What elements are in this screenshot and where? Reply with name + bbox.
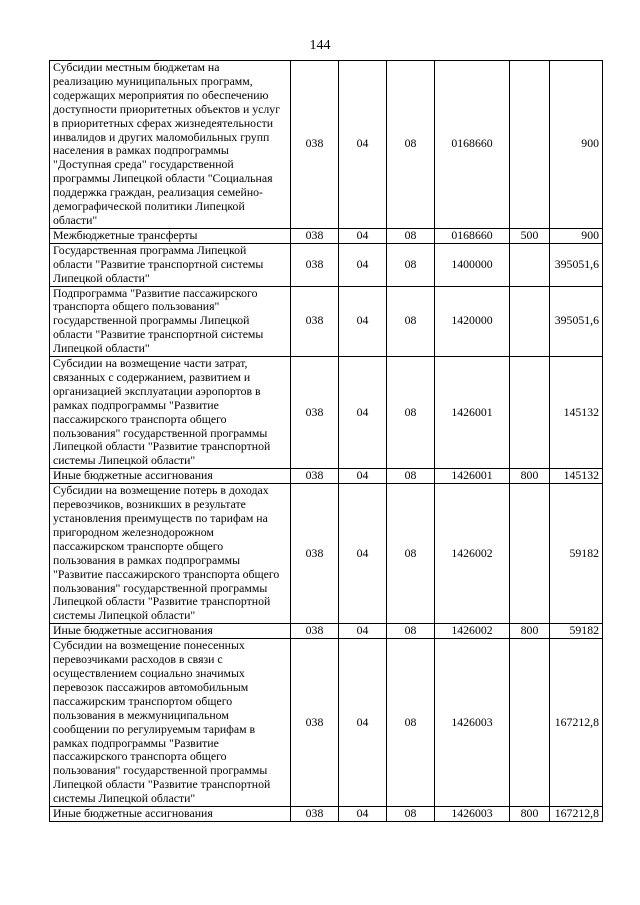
subsection-code: 08 bbox=[387, 357, 435, 469]
row-description: Субсидии на возмещение понесенных перевозчиками расходов в связи с осуществлением социально значимых перевозок пассажиров автомобильным пассажирским транспортом общего пользования в межмуниципальном сообщении по регулируемым тарифам в рамках подпрограммы "Развитие пассажирского транспорта общего пользования" государственной программы Липецкой области "Развитие транспортной системы Липецкой области" bbox=[50, 639, 291, 807]
table-row bbox=[50, 624, 603, 639]
ministry-code: 038 bbox=[291, 639, 339, 807]
expense-type-code bbox=[510, 484, 550, 624]
target-code: 1426002 bbox=[435, 484, 510, 624]
amount: 900 bbox=[550, 61, 603, 229]
table-row bbox=[50, 286, 603, 357]
table-row bbox=[50, 61, 603, 229]
section-code: 04 bbox=[339, 469, 387, 484]
row-description: Иные бюджетные ассигнования bbox=[50, 624, 291, 639]
amount: 145132 bbox=[550, 357, 603, 469]
section-code: 04 bbox=[339, 61, 387, 229]
subsection-code: 08 bbox=[387, 639, 435, 807]
expense-type-code bbox=[510, 61, 550, 229]
subsection-code: 08 bbox=[387, 807, 435, 822]
target-code: 1426001 bbox=[435, 469, 510, 484]
subsection-code: 08 bbox=[387, 228, 435, 243]
section-code: 04 bbox=[339, 624, 387, 639]
section-code: 04 bbox=[339, 807, 387, 822]
subsection-code: 08 bbox=[387, 624, 435, 639]
row-description: Иные бюджетные ассигнования bbox=[50, 807, 291, 822]
expense-type-code bbox=[510, 639, 550, 807]
section-code: 04 bbox=[339, 286, 387, 357]
row-description: Субсидии на возмещение потерь в доходах перевозчиков, возникших в результате установления преимуществ по тарифам на пригородном железнодорожном пассажирском транспорте общего пользования в рамках подпрограммы "Развитие пассажирского транспорта общего пользования" государственной программы Липецкой области "Развитие транспортной системы Липецкой области" bbox=[50, 484, 291, 624]
subsection-code: 08 bbox=[387, 61, 435, 229]
table-row bbox=[50, 228, 603, 243]
expense-type-code bbox=[510, 286, 550, 357]
table-row bbox=[50, 807, 603, 822]
expense-type-code: 500 bbox=[510, 228, 550, 243]
amount: 145132 bbox=[550, 469, 603, 484]
ministry-code: 038 bbox=[291, 807, 339, 822]
expense-type-code bbox=[510, 357, 550, 469]
target-code: 1426002 bbox=[435, 624, 510, 639]
row-description: Межбюджетные трансферты bbox=[50, 228, 291, 243]
ministry-code: 038 bbox=[291, 61, 339, 229]
expense-type-code bbox=[510, 243, 550, 286]
amount: 59182 bbox=[550, 484, 603, 624]
expense-type-code: 800 bbox=[510, 624, 550, 639]
amount: 59182 bbox=[550, 624, 603, 639]
ministry-code: 038 bbox=[291, 469, 339, 484]
table-row bbox=[50, 357, 603, 469]
table-row bbox=[50, 639, 603, 807]
subsection-code: 08 bbox=[387, 484, 435, 624]
amount: 395051,6 bbox=[550, 243, 603, 286]
table-row bbox=[50, 469, 603, 484]
row-description: Иные бюджетные ассигнования bbox=[50, 469, 291, 484]
row-description: Подпрограмма "Развитие пассажирского транспорта общего пользования" государственной программы Липецкой области "Развитие транспортной системы Липецкой области" bbox=[50, 286, 291, 357]
target-code: 1426001 bbox=[435, 357, 510, 469]
subsection-code: 08 bbox=[387, 469, 435, 484]
target-code: 1426003 bbox=[435, 639, 510, 807]
expense-type-code: 800 bbox=[510, 469, 550, 484]
section-code: 04 bbox=[339, 639, 387, 807]
page-number: 144 bbox=[309, 38, 331, 53]
subsection-code: 08 bbox=[387, 243, 435, 286]
section-code: 04 bbox=[339, 243, 387, 286]
table-row bbox=[50, 484, 603, 624]
ministry-code: 038 bbox=[291, 484, 339, 624]
target-code: 1426003 bbox=[435, 807, 510, 822]
target-code: 1420000 bbox=[435, 286, 510, 357]
amount: 167212,8 bbox=[550, 639, 603, 807]
row-description: Государственная программа Липецкой области "Развитие транспортной системы Липецкой области" bbox=[50, 243, 291, 286]
ministry-code: 038 bbox=[291, 357, 339, 469]
section-code: 04 bbox=[339, 228, 387, 243]
expense-type-code: 800 bbox=[510, 807, 550, 822]
row-description: Субсидии на возмещение части затрат, связанных с содержанием, развитием и организацией эксплуатации аэропортов в рамках подпрограммы "Развитие пассажирского транспорта общего пользования" государственной программы Липецкой области "Развитие транспортной системы Липецкой области" bbox=[50, 357, 291, 469]
ministry-code: 038 bbox=[291, 624, 339, 639]
section-code: 04 bbox=[339, 357, 387, 469]
amount: 167212,8 bbox=[550, 807, 603, 822]
budget-table bbox=[49, 60, 603, 822]
amount: 395051,6 bbox=[550, 286, 603, 357]
ministry-code: 038 bbox=[291, 228, 339, 243]
target-code: 1400000 bbox=[435, 243, 510, 286]
ministry-code: 038 bbox=[291, 243, 339, 286]
subsection-code: 08 bbox=[387, 286, 435, 357]
section-code: 04 bbox=[339, 484, 387, 624]
row-description: Субсидии местным бюджетам на реализацию муниципальных программ, содержащих мероприятия по обеспечению доступности приоритетных объектов и услуг в приоритетных сферах жизнедеятельности инвалидов и других маломобильных групп населения в рамках подпрограммы "Доступная среда" государственной программы Липецкой области "Социальная поддержка граждан, реализация семейно- демографической политики Липецкой области" bbox=[50, 61, 291, 229]
target-code: 0168660 bbox=[435, 61, 510, 229]
target-code: 0168660 bbox=[435, 228, 510, 243]
table-row bbox=[50, 243, 603, 286]
ministry-code: 038 bbox=[291, 286, 339, 357]
amount: 900 bbox=[550, 228, 603, 243]
